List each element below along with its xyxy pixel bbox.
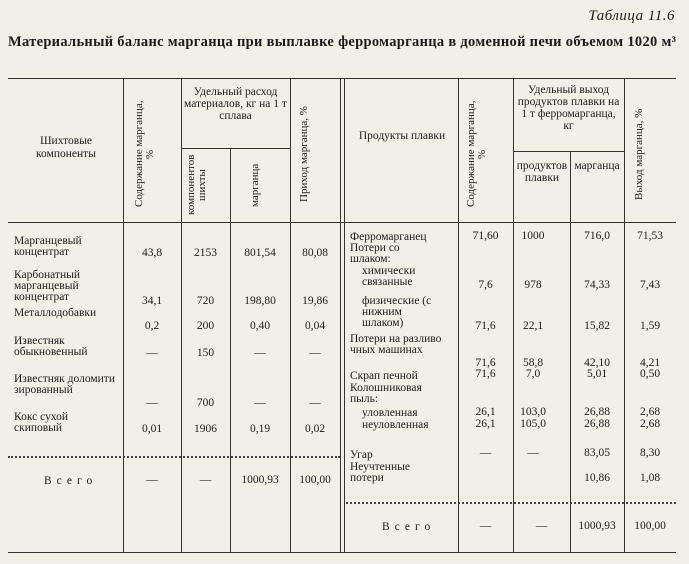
right-row-output: 4,21 [639,357,661,369]
right-row-mn: 71,60 [472,230,499,242]
col-divider-middle-b [344,78,345,552]
header-products-sub: продуктов плавки [516,160,568,184]
right-row-output: 8,30 [639,447,661,459]
right-row-prod: 105,0 [520,418,546,430]
left-row-input: 80,08 [302,247,328,259]
left-row-mnkg: 0,19 [249,423,271,435]
left-row-input: — [309,347,321,359]
col-divider-middle-a [340,78,341,552]
left-row-mn: — [146,347,158,359]
right-row-name: физические (с нижним шлаком) [362,295,432,329]
right-total-output: 100,00 [634,520,666,532]
left-row-mn: — [146,397,158,409]
left-row-mnkg: 801,54 [244,247,276,259]
right-total-dotted-rule [346,502,676,504]
header-components: компонентов шихты [185,154,208,216]
left-row-mnkg: 198,80 [244,295,276,307]
right-row-prod: 103,0 [520,406,546,418]
header-specific-consumption: Удельный расход материалов, кг на 1 т сплава [184,86,287,122]
right-row-mn: 71,6 [475,368,496,380]
right-total-label: Всего [382,521,436,533]
right-row-name: Скрап печной [350,370,418,382]
col-divider-6 [513,78,514,552]
right-row-output: 2,68 [639,418,661,430]
left-row-comp: 1906 [194,423,217,435]
left-row-comp: 700 [196,397,215,409]
left-row-comp: 720 [196,295,215,307]
right-row-name: уловленная [362,407,418,419]
right-row-name: Потери на разливочных машинах [350,333,442,356]
table-number: Таблица 11.6 [588,8,675,24]
header-manganese-sub: марганца [574,160,620,172]
right-total-mn: — [479,520,492,532]
left-row-name: Карбонатный марганцевый концентрат [14,269,80,303]
left-row-name: Известняк доломитизированный [14,373,115,396]
header-charge: Шихтовые компоненты [36,135,96,160]
right-row-mnkg: 716,0 [584,230,610,242]
left-row-input: 0,04 [304,320,326,332]
right-row-mnkg: 5,01 [586,368,608,380]
right-row-prod: 1000 [521,230,545,242]
right-row-name: Колошниковая пыль: [350,382,422,405]
col-divider-5 [458,78,459,552]
right-row-mn: 26,1 [475,418,496,430]
left-row-comp: 150 [196,347,215,359]
right-row-name: химически связанные [362,265,416,288]
right-row-output: 7,43 [639,279,661,291]
right-row-output: 1,08 [639,472,661,484]
left-row-name: Марганцевый концентрат [14,235,82,258]
left-row-input: — [309,397,321,409]
right-row-prod: 58,8 [522,357,544,369]
table-title: Материальный баланс марганца при выплавке ферромарганца в доменной печи объемом 1020 м³ [8,34,677,50]
col-divider-7 [570,151,571,552]
left-total-mn: — [146,474,158,486]
sub-header-rule-right [513,151,624,152]
left-row-name: Известняк обыкновенный [14,335,88,358]
header-mn-content: Содержание марганца, % [133,100,156,208]
right-row-name: Ферромарганец [350,231,427,243]
left-total-mnkg: 1000,93 [241,474,279,486]
sub-header-rule-left [181,148,290,149]
left-row-mnkg: — [254,397,266,409]
table-bottom-rule [8,552,676,553]
right-row-prod: 7,0 [525,368,541,380]
header-specific-output: Удельный выход продуктов плавки на 1 т ферромарганца, кг [517,84,620,132]
left-row-comp: 200 [196,320,215,332]
left-row-mn: 0,2 [144,320,160,332]
right-total-mnkg: 1000,93 [578,520,616,532]
header-mn-content-right: Содержание марганца, % [465,100,488,208]
right-row-prod: 22,1 [522,320,544,332]
right-row-mnkg: 10,86 [584,472,610,484]
right-row-mn: 7,6 [478,279,493,291]
right-row-mn: 71,6 [475,357,496,369]
right-row-mnkg: 83,05 [584,447,610,459]
right-row-mnkg: 15,82 [584,320,610,332]
left-row-input: 19,86 [302,295,328,307]
right-row-prod: 978 [524,279,542,291]
header-mn-input: Приход марганца, % [298,106,310,202]
right-row-name: неуловленная [362,419,429,431]
right-row-mn: — [479,447,492,459]
left-row-mnkg: 0,40 [249,320,271,332]
right-row-output: 2,68 [639,406,661,418]
right-row-output: 1,59 [639,320,661,332]
table-top-rule [8,78,676,79]
left-row-mn: 43,8 [141,247,163,259]
left-row-input: 0,02 [304,423,326,435]
left-total-input: 100,00 [299,474,331,486]
header-bottom-rule [8,222,676,223]
right-row-mn: 71,6 [475,320,496,332]
left-row-mn: 0,01 [141,423,163,435]
right-row-mnkg: 42,10 [584,357,610,369]
left-row-name: Кокс сухой скиповый [14,411,69,434]
right-row-output: 71,53 [637,230,663,242]
right-row-mnkg: 26,88 [584,406,610,418]
header-manganese: марганца [249,163,261,207]
left-total-label: Всего [44,475,98,487]
left-total-comp: — [199,474,212,486]
right-row-mnkg: 26,88 [584,418,610,430]
right-row-prod: — [527,447,539,459]
left-row-mnkg: — [254,347,266,359]
header-products: Продукты плавки [358,130,446,142]
right-row-name: Потери со шлаком: [350,242,400,265]
left-row-name: Металлодобавки [14,307,97,319]
right-row-output: 0,50 [639,368,661,380]
right-row-name: Неучтенные потери [350,461,410,484]
right-row-name: Угар [350,449,373,461]
right-total-prod: — [535,520,548,532]
left-row-comp: 2153 [194,247,217,259]
header-mn-output: Выход марганца, % [633,108,645,200]
left-row-mn: 34,1 [141,295,163,307]
right-row-mnkg: 74,33 [584,279,610,291]
right-row-mn: 26,1 [475,406,496,418]
